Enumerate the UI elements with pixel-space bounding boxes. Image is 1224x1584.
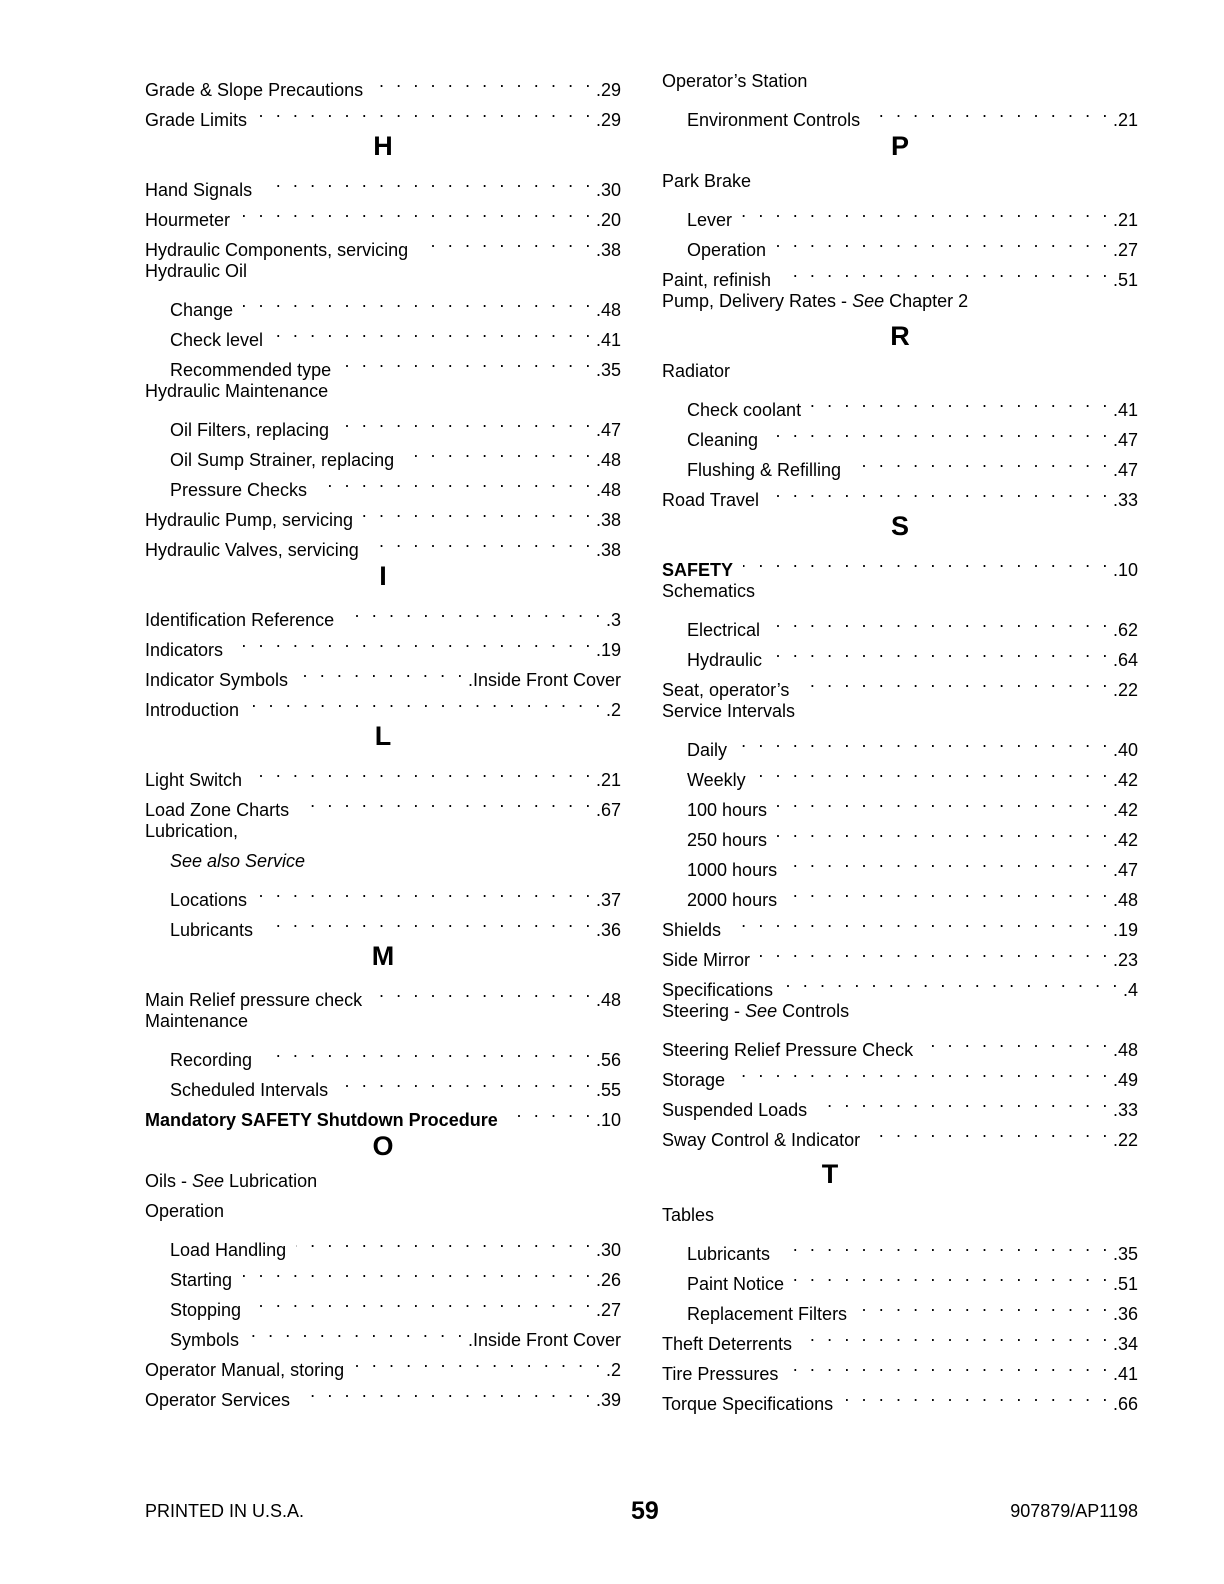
entry-page-ref: .22: [1112, 680, 1138, 700]
entry-page-ref: .3: [605, 610, 621, 630]
dot-leader: [240, 196, 594, 226]
entry-page-ref: .35: [1112, 1244, 1138, 1264]
entry-label: Specifications: [662, 980, 774, 1000]
dot-leader: [760, 936, 1111, 966]
dot-leader: [743, 546, 1111, 576]
dot-leader: [339, 406, 594, 436]
dot-leader: [802, 1320, 1111, 1350]
entry-label: Replacement Filters: [687, 1304, 848, 1324]
entry-page-ref: .41: [1112, 1364, 1138, 1384]
dot-leader: [338, 1066, 594, 1096]
entry-page-ref: .34: [1112, 1334, 1138, 1354]
entry-page-ref: .41: [1112, 400, 1138, 420]
index-subentry: [662, 196, 1138, 230]
entry-label: Check coolant: [687, 400, 802, 420]
entry-label: Check level: [170, 330, 264, 350]
dot-leader: [843, 1380, 1111, 1410]
index-heading: Service Intervals: [662, 701, 796, 721]
section-letter-i: I: [379, 561, 387, 591]
section-letter-s: S: [890, 511, 909, 541]
dot-leader: [263, 906, 594, 936]
dot-leader: [373, 66, 594, 96]
page-footer: [145, 1494, 1138, 1528]
index-subentry: [662, 606, 1138, 640]
index-entry: [145, 976, 621, 1010]
index-cross-reference: [662, 286, 1138, 316]
section-letter-t: T: [821, 1159, 839, 1189]
dot-leader: [870, 1116, 1111, 1146]
entry-page-ref: .27: [595, 1300, 621, 1320]
index-heading: Operation: [145, 1201, 225, 1221]
entry-label: Identification Reference: [145, 610, 335, 630]
entry-page-ref: .66: [1112, 1394, 1138, 1414]
entry-page-ref: .48: [1112, 890, 1138, 910]
entry-label: Symbols: [170, 1330, 240, 1350]
entry-label: Seat, operator’s: [662, 680, 790, 700]
entry-page-ref: .47: [1112, 430, 1138, 450]
dot-leader: [257, 96, 594, 126]
dot-leader: [768, 416, 1111, 446]
index-subentry: [662, 226, 1138, 260]
entry-page-ref: .26: [595, 1270, 621, 1290]
entry-text: Lubrication: [224, 1171, 318, 1191]
index-heading: Operator’s Station: [662, 71, 808, 91]
entry-page-ref: .62: [1112, 620, 1138, 640]
section-letter-m: M: [371, 941, 395, 971]
entry-page-ref: .48: [595, 300, 621, 320]
dot-leader: [363, 496, 594, 526]
entry-label: Cleaning: [687, 430, 759, 450]
entry-label: Locations: [170, 890, 248, 910]
entry-label: Hourmeter: [145, 210, 231, 230]
entry-page-ref: .39: [595, 1390, 621, 1410]
entry-page-ref: .36: [595, 920, 621, 940]
dot-leader: [372, 976, 594, 1006]
entry-label: Hydraulic: [687, 650, 763, 670]
entry-text: Pump, Delivery Rates -: [662, 291, 853, 311]
entry-page-ref: .64: [1112, 650, 1138, 670]
entry-page-ref: .42: [1112, 830, 1138, 850]
entry-page-ref: .23: [1112, 950, 1138, 970]
dot-leader: [870, 96, 1111, 126]
entry-label: Daily: [687, 740, 728, 760]
dot-leader: [369, 526, 594, 556]
dot-leader: [252, 756, 594, 786]
entry-page-ref: .37: [595, 890, 621, 910]
entry-page-ref: .30: [595, 180, 621, 200]
dot-leader: [262, 1036, 594, 1066]
dot-leader: [262, 166, 594, 196]
index-entry: [662, 1086, 1138, 1120]
entry-page-ref: .33: [1112, 1100, 1138, 1120]
entry-page-ref: .49: [1112, 1070, 1138, 1090]
entry-page-ref: .36: [1112, 1304, 1138, 1324]
index-heading: Tables: [662, 1205, 715, 1225]
entry-label: Weekly: [687, 770, 746, 790]
index-subentry: [145, 286, 621, 320]
entry-page-ref: .Inside Front Cover: [467, 670, 621, 690]
entry-text: Controls: [777, 1001, 850, 1021]
entry-text: See: [192, 1171, 225, 1191]
printed-in-notice: PRINTED IN U.S.A.: [145, 1501, 305, 1521]
entry-page-ref: .48: [595, 480, 621, 500]
index-entry: [662, 906, 1138, 940]
entry-text: Chapter 2: [884, 291, 969, 311]
index-heading: Hydraulic Oil: [145, 261, 248, 281]
section-letter-l: L: [374, 721, 392, 751]
index-cross-reference: [662, 996, 1138, 1026]
entry-label: Tire Pressures: [662, 1364, 779, 1384]
entry-label: Grade Limits: [145, 110, 248, 130]
entry-page-ref: .47: [595, 420, 621, 440]
entry-label: Indicators: [145, 640, 224, 660]
entry-page-ref: .21: [1112, 210, 1138, 230]
entry-label: 250 hours: [687, 830, 768, 850]
entry-label: Lubricants: [170, 920, 254, 940]
entry-label: Change: [170, 300, 234, 320]
index-column-right: [662, 66, 1138, 1414]
index-heading: Park Brake: [662, 171, 752, 191]
dot-leader: [354, 1346, 604, 1376]
entry-label: Load Handling: [170, 1240, 287, 1260]
index-entry: [662, 1026, 1138, 1060]
dot-leader: [783, 966, 1121, 996]
entry-page-ref: .48: [595, 990, 621, 1010]
dot-leader: [769, 476, 1111, 506]
entry-page-ref: .30: [595, 1240, 621, 1260]
entry-page-ref: .40: [1112, 740, 1138, 760]
entry-label: Lever: [687, 210, 733, 230]
entry-page-ref: .21: [1112, 110, 1138, 130]
entry-page-ref: .55: [595, 1080, 621, 1100]
entry-label: Steering Relief Pressure Check: [662, 1040, 914, 1060]
entry-label: Hydraulic Valves, servicing: [145, 540, 359, 560]
entry-text: Oils -: [145, 1171, 192, 1191]
entry-label: Starting: [170, 1270, 233, 1290]
index-entry: [145, 66, 621, 100]
entry-page-ref: .27: [1112, 240, 1138, 260]
entry-label: Hydraulic Components, servicing: [145, 240, 409, 260]
entry-text: See: [745, 1001, 778, 1021]
index-entry: [145, 756, 621, 790]
entry-label: Torque Specifications: [662, 1394, 834, 1414]
index-cross-reference: See also Service: [170, 851, 306, 871]
entry-page-ref: .41: [595, 330, 621, 350]
entry-label: 100 hours: [687, 800, 768, 820]
entry-label: Environment Controls: [687, 110, 861, 130]
dot-leader: [257, 876, 594, 906]
dot-leader: [317, 466, 594, 496]
entry-label: Sway Control & Indicator: [662, 1130, 861, 1150]
document-number: 907879/AP1198: [1010, 1501, 1138, 1521]
index-subentry: [662, 726, 1138, 760]
entry-page-ref: .22: [1112, 1130, 1138, 1150]
dot-leader: [777, 816, 1111, 846]
dot-leader: [296, 1226, 594, 1256]
dot-leader: [794, 1260, 1111, 1290]
entry-page-ref: .29: [595, 110, 621, 130]
dot-leader: [756, 756, 1111, 786]
index-column-left: [145, 66, 621, 1410]
index-subentry: [145, 1226, 621, 1260]
entry-page-ref: .21: [595, 770, 621, 790]
dot-leader: [404, 436, 594, 466]
entry-label: Scheduled Intervals: [170, 1080, 329, 1100]
entry-label: Electrical: [687, 620, 761, 640]
entry-label: Hydraulic Pump, servicing: [145, 510, 354, 530]
entry-label: Light Switch: [145, 770, 243, 790]
entry-label: Storage: [662, 1070, 726, 1090]
dot-leader: [770, 606, 1111, 636]
entry-label: Theft Deterrents: [662, 1334, 793, 1354]
entry-page-ref: .2: [605, 1360, 621, 1380]
entry-page-ref: .42: [1112, 800, 1138, 820]
entry-label: Suspended Loads: [662, 1100, 808, 1120]
dot-leader: [299, 786, 594, 816]
index-heading: Radiator: [662, 361, 731, 381]
entry-label: Indicator Symbols: [145, 670, 289, 690]
index-entry-bold: [662, 546, 1138, 580]
entry-page-ref: .4: [1122, 980, 1138, 1000]
entry-label: Flushing & Refilling: [687, 460, 842, 480]
entry-page-ref: .51: [1112, 270, 1138, 290]
entry-label: Pressure Checks: [170, 480, 308, 500]
entry-label: Mandatory SAFETY Shutdown Procedure: [145, 1110, 498, 1130]
entry-label: Grade & Slope Precautions: [145, 80, 364, 100]
section-letter-r: R: [890, 321, 910, 351]
dot-leader: [777, 786, 1111, 816]
dot-leader: [273, 316, 594, 346]
entry-label: 1000 hours: [687, 860, 778, 880]
index-subentry: [145, 1036, 621, 1070]
entry-label: Shields: [662, 920, 722, 940]
index-subentry: [145, 876, 621, 910]
dot-leader: [243, 286, 594, 316]
entry-label: Load Zone Charts: [145, 800, 290, 820]
entry-page-ref: .47: [1112, 460, 1138, 480]
dot-leader: [787, 846, 1111, 876]
index-subentry: [662, 386, 1138, 420]
entry-label: Stopping: [170, 1300, 242, 1320]
page-number: 59: [631, 1497, 659, 1525]
dot-leader: [344, 596, 604, 626]
entry-page-ref: .19: [1112, 920, 1138, 940]
index-heading: Schematics: [662, 581, 756, 601]
dot-leader: [731, 906, 1111, 936]
entry-text: See: [852, 291, 885, 311]
index-heading: Maintenance: [145, 1011, 249, 1031]
dot-leader: [249, 1316, 466, 1346]
dot-leader: [780, 1230, 1111, 1260]
dot-leader: [787, 876, 1111, 906]
dot-leader: [735, 1056, 1111, 1086]
section-letter-o: O: [372, 1131, 394, 1161]
dot-leader: [742, 196, 1111, 226]
entry-page-ref: .38: [595, 240, 621, 260]
dot-leader: [788, 1350, 1111, 1380]
dot-leader: [857, 1290, 1111, 1320]
section-letter-p: P: [890, 131, 909, 161]
entry-label: Oil Filters, replacing: [170, 420, 330, 440]
dot-leader: [772, 636, 1111, 666]
entry-page-ref: .10: [1112, 560, 1138, 580]
entry-page-ref: .35: [595, 360, 621, 380]
dot-leader: [781, 256, 1111, 286]
index-subentry: [662, 96, 1138, 130]
entry-page-ref: .67: [595, 800, 621, 820]
entry-label: SAFETY: [662, 560, 734, 580]
index-heading: Lubrication,: [145, 821, 239, 841]
entry-label: Recommended type: [170, 360, 332, 380]
dot-leader: [251, 1286, 594, 1316]
entry-label: Paint Notice: [687, 1274, 785, 1294]
entry-page-ref: .10: [595, 1110, 621, 1130]
dot-leader: [817, 1086, 1111, 1116]
dot-leader: [298, 656, 466, 686]
entry-page-ref: .38: [595, 540, 621, 560]
index-subentry: [662, 756, 1138, 790]
section-letter-h: H: [373, 131, 393, 161]
index-entry: [145, 166, 621, 200]
entry-page-ref: .33: [1112, 490, 1138, 510]
index-entry: [662, 936, 1138, 970]
entry-label: Road Travel: [662, 490, 760, 510]
entry-label: Operation: [687, 240, 767, 260]
index-entry: [145, 596, 621, 630]
entry-label: Hand Signals: [145, 180, 253, 200]
entry-page-ref: .20: [595, 210, 621, 230]
entry-label: Introduction: [145, 700, 240, 720]
entry-label: Side Mirror: [662, 950, 751, 970]
dot-leader: [508, 1096, 594, 1126]
entry-label: Recording: [170, 1050, 253, 1070]
dot-leader: [923, 1026, 1111, 1056]
entry-label: Lubricants: [687, 1244, 771, 1264]
index-heading: Hydraulic Maintenance: [145, 381, 329, 401]
dot-leader: [300, 1376, 594, 1406]
entry-page-ref: .47: [1112, 860, 1138, 880]
dot-leader: [811, 386, 1111, 416]
entry-page-ref: .38: [595, 510, 621, 530]
entry-page-ref: .48: [595, 450, 621, 470]
entry-page-ref: .2: [605, 700, 621, 720]
entry-label: Oil Sump Strainer, replacing: [170, 450, 395, 470]
dot-leader: [242, 1256, 594, 1286]
dot-leader: [737, 726, 1111, 756]
entry-page-ref: .42: [1112, 770, 1138, 790]
entry-page-ref: .51: [1112, 1274, 1138, 1294]
entry-page-ref: .56: [595, 1050, 621, 1070]
entry-label: Operator Manual, storing: [145, 1360, 345, 1380]
entry-page-ref: .Inside Front Cover: [467, 1330, 621, 1350]
entry-page-ref: .48: [1112, 1040, 1138, 1060]
dot-leader: [233, 626, 594, 656]
entry-label: Operator Services: [145, 1390, 291, 1410]
entry-page-ref: .29: [595, 80, 621, 100]
entry-label: 2000 hours: [687, 890, 778, 910]
dot-leader: [418, 226, 594, 256]
dot-leader: [799, 666, 1111, 696]
index-subentry: [145, 406, 621, 440]
entry-page-ref: .19: [595, 640, 621, 660]
index-subentry: [662, 1230, 1138, 1264]
dot-leader: [851, 446, 1111, 476]
dot-leader: [776, 226, 1111, 256]
dot-leader: [249, 686, 604, 716]
dot-leader: [341, 346, 594, 376]
entry-label: Main Relief pressure check: [145, 990, 363, 1010]
entry-text: Steering -: [662, 1001, 746, 1021]
entry-label: Paint, refinish: [662, 270, 772, 290]
